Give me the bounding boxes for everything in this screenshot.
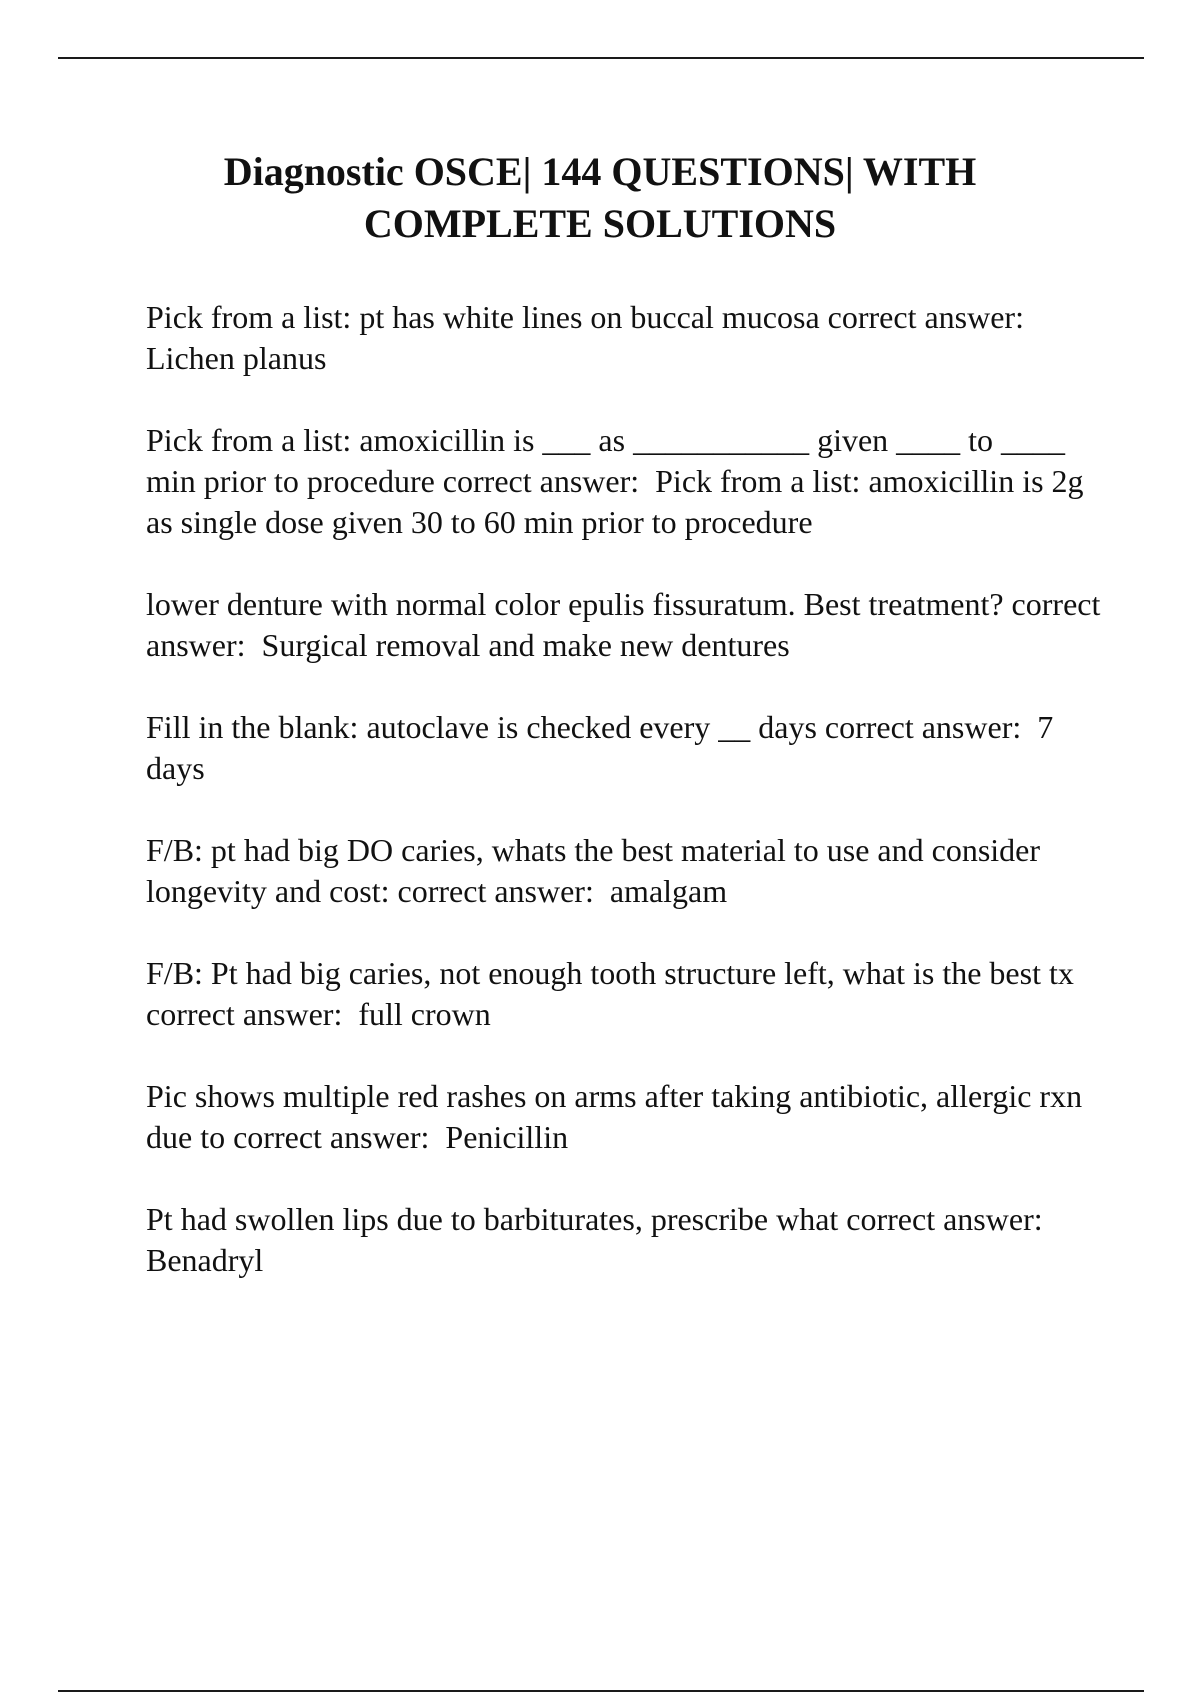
qa-item: F/B: pt had big DO caries, whats the best material to use and consider longevity and cost: correct answer: amalgam — [146, 832, 1049, 909]
qa-item: Pt had swollen lips due to barbiturates, prescribe what correct answer: Benadryl — [146, 1201, 1059, 1278]
question-answer-list — [146, 297, 1109, 1322]
top-divider — [58, 57, 1144, 59]
qa-item: F/B: Pt had big caries, not enough tooth structure left, what is the best tx correct answer: full crown — [146, 955, 1082, 1032]
bottom-divider — [58, 1690, 1144, 1692]
qa-item: Pick from a list: pt has white lines on buccal mucosa correct answer: Lichen planus — [146, 299, 1040, 376]
title-line-2: COMPLETE SOLUTIONS — [363, 201, 837, 246]
qa-item: lower denture with normal color epulis fissuratum. Best treatment? correct answer: Surgical removal and make new dentures — [146, 586, 1109, 663]
qa-item: Fill in the blank: autoclave is checked every __ days correct answer: 7 days — [146, 709, 1062, 786]
qa-item: Pic shows multiple red rashes on arms after taking antibiotic, allergic rxn due to correct answer: Penicillin — [146, 1078, 1091, 1155]
title-line-1: Diagnostic OSCE| 144 QUESTIONS| WITH — [223, 149, 977, 194]
qa-item: Pick from a list: amoxicillin is ___ as ___________ given ____ to ____ min prior to procedure correct answer: Pick from a list: amoxicillin is 2g as single dose given 30 to 60 min prior to procedure — [146, 422, 1092, 540]
document-title — [100, 146, 1100, 250]
